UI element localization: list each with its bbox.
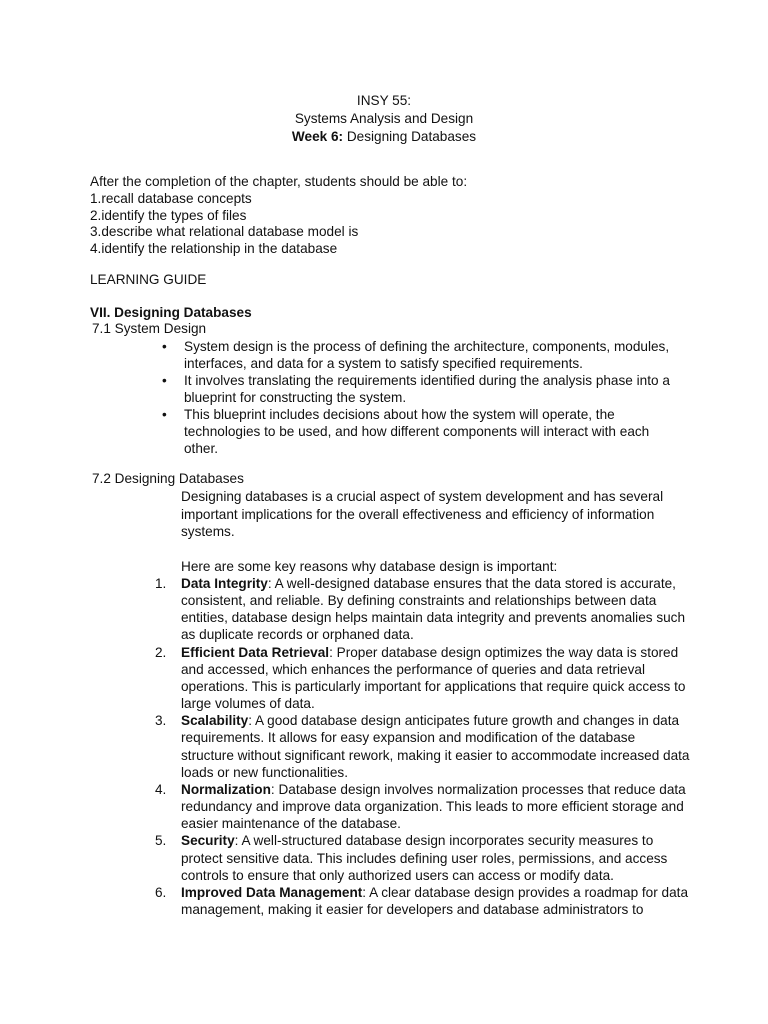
list-item bbox=[155, 832, 690, 883]
bullet-text: System design is the process of defining the architecture, components, modules, interfaces, and data for a system to satisfy specified requirements. bbox=[184, 339, 670, 371]
course-code: INSY 55: bbox=[356, 93, 412, 108]
list-item bbox=[155, 712, 690, 781]
week-label: Week 6: bbox=[291, 129, 344, 144]
bullet-item bbox=[160, 373, 685, 407]
designing-databases-intro: Designing databases is a crucial aspect of system development and has several important implications for the overall effectiveness and efficiency of information systems. bbox=[181, 489, 664, 539]
bullet-item bbox=[160, 407, 685, 457]
bullet-item bbox=[160, 339, 685, 373]
week-title: Designing Databases bbox=[343, 129, 477, 144]
bullet-dot-icon: • bbox=[162, 372, 167, 388]
list-number: 4. bbox=[155, 781, 167, 797]
course-subject: Systems Analysis and Design bbox=[294, 111, 474, 126]
reason-term: Data Integrity bbox=[181, 576, 268, 591]
reason-term: Scalability bbox=[181, 713, 249, 729]
list-item bbox=[155, 644, 690, 713]
subsection-title-designing-databases: 7.2 Designing Databases bbox=[92, 471, 244, 486]
reason-text: : A well-structured database design incorporates security measures to protect sensitive data. This includes defining user roles, permissions, and access controls to ensure that only authorized users can access or modify data. bbox=[181, 833, 668, 883]
reason-text: : Database design involves normalization processes that reduce data redundancy and improve data organization. This leads to more efficient storage and easier maintenance of the database. bbox=[181, 781, 686, 832]
system-design-bullets bbox=[160, 339, 685, 458]
reason-text: : A clear database design provides a roadmap for data management, making it easier for developers and database administrators to bbox=[181, 884, 689, 917]
reason-text: : A good database design anticipates future growth and changes in data requirements. It allows for easy expansion and modification of the database structure without significant rework, making it easier to accommodate increased data loads or new functionalities. bbox=[181, 713, 690, 780]
list-item bbox=[155, 575, 690, 644]
key-reasons-intro: Here are some key reasons why database design is important: bbox=[181, 559, 558, 574]
bullet-text: This blueprint includes decisions about how the system will operate, the technologies to be used, and how different components will interact with each other. bbox=[184, 406, 650, 456]
objective-item: 1.recall database concepts bbox=[90, 190, 252, 206]
objective-item: 3.describe what relational database model is bbox=[90, 224, 359, 240]
list-number: 2. bbox=[155, 644, 167, 660]
list-number: 1. bbox=[155, 576, 167, 591]
week-heading bbox=[0, 128, 768, 146]
list-number: 5. bbox=[155, 833, 167, 849]
bullet-dot-icon: • bbox=[162, 339, 167, 354]
bullet-dot-icon: • bbox=[162, 406, 167, 422]
reason-term: Efficient Data Retrieval bbox=[181, 644, 330, 660]
objectives-intro: After the completion of the chapter, students should be able to: bbox=[90, 174, 468, 189]
objective-item: 2.identify the types of files bbox=[90, 207, 247, 223]
reason-text: : Proper database design optimizes the way data is stored and accessed, which enhances the performance of queries and data retrieval operations. This is particularly important for applications that require quick access to large volumes of data. bbox=[181, 644, 686, 712]
list-item bbox=[155, 781, 690, 832]
section-title: VII. Designing Databases bbox=[90, 305, 252, 320]
document-header bbox=[0, 92, 768, 146]
reason-term: Improved Data Management bbox=[181, 884, 363, 900]
reason-text: : A well-designed database ensures that the data stored is accurate, consistent, and reliable. By defining constraints and relationships between data entities, database design helps maintain data integrity and prevents anomalies such as duplicate records or orphaned data. bbox=[181, 576, 686, 643]
learning-objectives bbox=[90, 174, 690, 258]
key-reasons-list bbox=[155, 575, 690, 918]
reason-term: Security bbox=[181, 833, 235, 849]
list-number: 6. bbox=[155, 884, 167, 900]
reason-term: Normalization bbox=[181, 781, 271, 797]
objective-item: 4.identify the relationship in the database bbox=[90, 241, 338, 257]
subsection-title-system-design: 7.1 System Design bbox=[92, 321, 207, 336]
bullet-text: It involves translating the requirements identified during the analysis phase into a blueprint for constructing the system. bbox=[184, 372, 670, 405]
learning-guide-heading: LEARNING GUIDE bbox=[90, 272, 207, 287]
list-item bbox=[155, 884, 690, 918]
list-number: 3. bbox=[155, 713, 167, 729]
